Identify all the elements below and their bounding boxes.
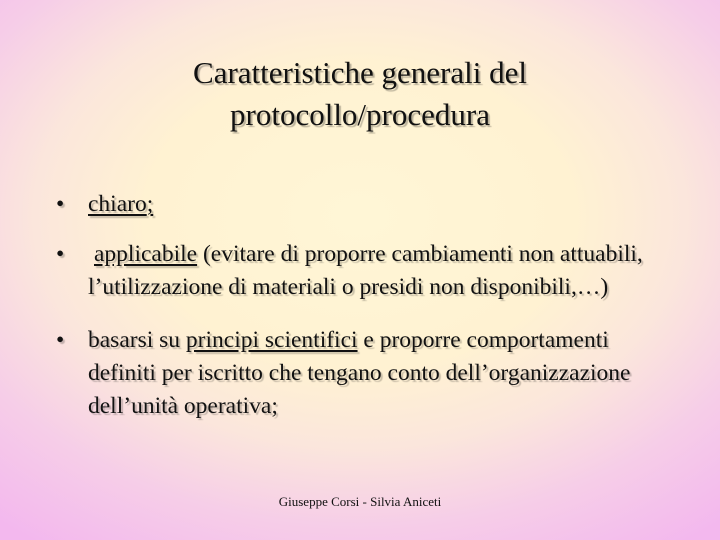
title-line-2: protocollo/procedura (230, 97, 490, 132)
bullet-text: ; (146, 191, 154, 217)
bullet-marker: • (56, 191, 65, 217)
bullet-prefix: basarsi su (88, 327, 186, 353)
bullet-keyword: principi scientifici (185, 327, 358, 353)
bullet-text: e proporre comportamenti definiti per iscritto che tengano conto dell’organizzazione dell’unità operativa; (88, 327, 631, 419)
bullet-keyword: applicabile (94, 241, 198, 267)
bullet-marker: • (56, 327, 65, 353)
title-line-1: Caratteristiche generali del (193, 55, 527, 90)
bullet-item-chiaro (56, 188, 676, 221)
bullet-text: (evitare di proporre cambiamenti non attuabili, l’utilizzazione di materiali o presidi non disponibili,…) (88, 241, 643, 300)
bullet-list (56, 188, 676, 423)
slide-title (60, 52, 660, 136)
bullet-item-principi (56, 324, 676, 423)
bullet-item-applicabile (56, 238, 676, 304)
bullet-keyword: chiaro (88, 191, 147, 217)
bullet-marker: • (56, 241, 65, 267)
slide-footer: Giuseppe Corsi - Silvia Aniceti (278, 494, 442, 509)
